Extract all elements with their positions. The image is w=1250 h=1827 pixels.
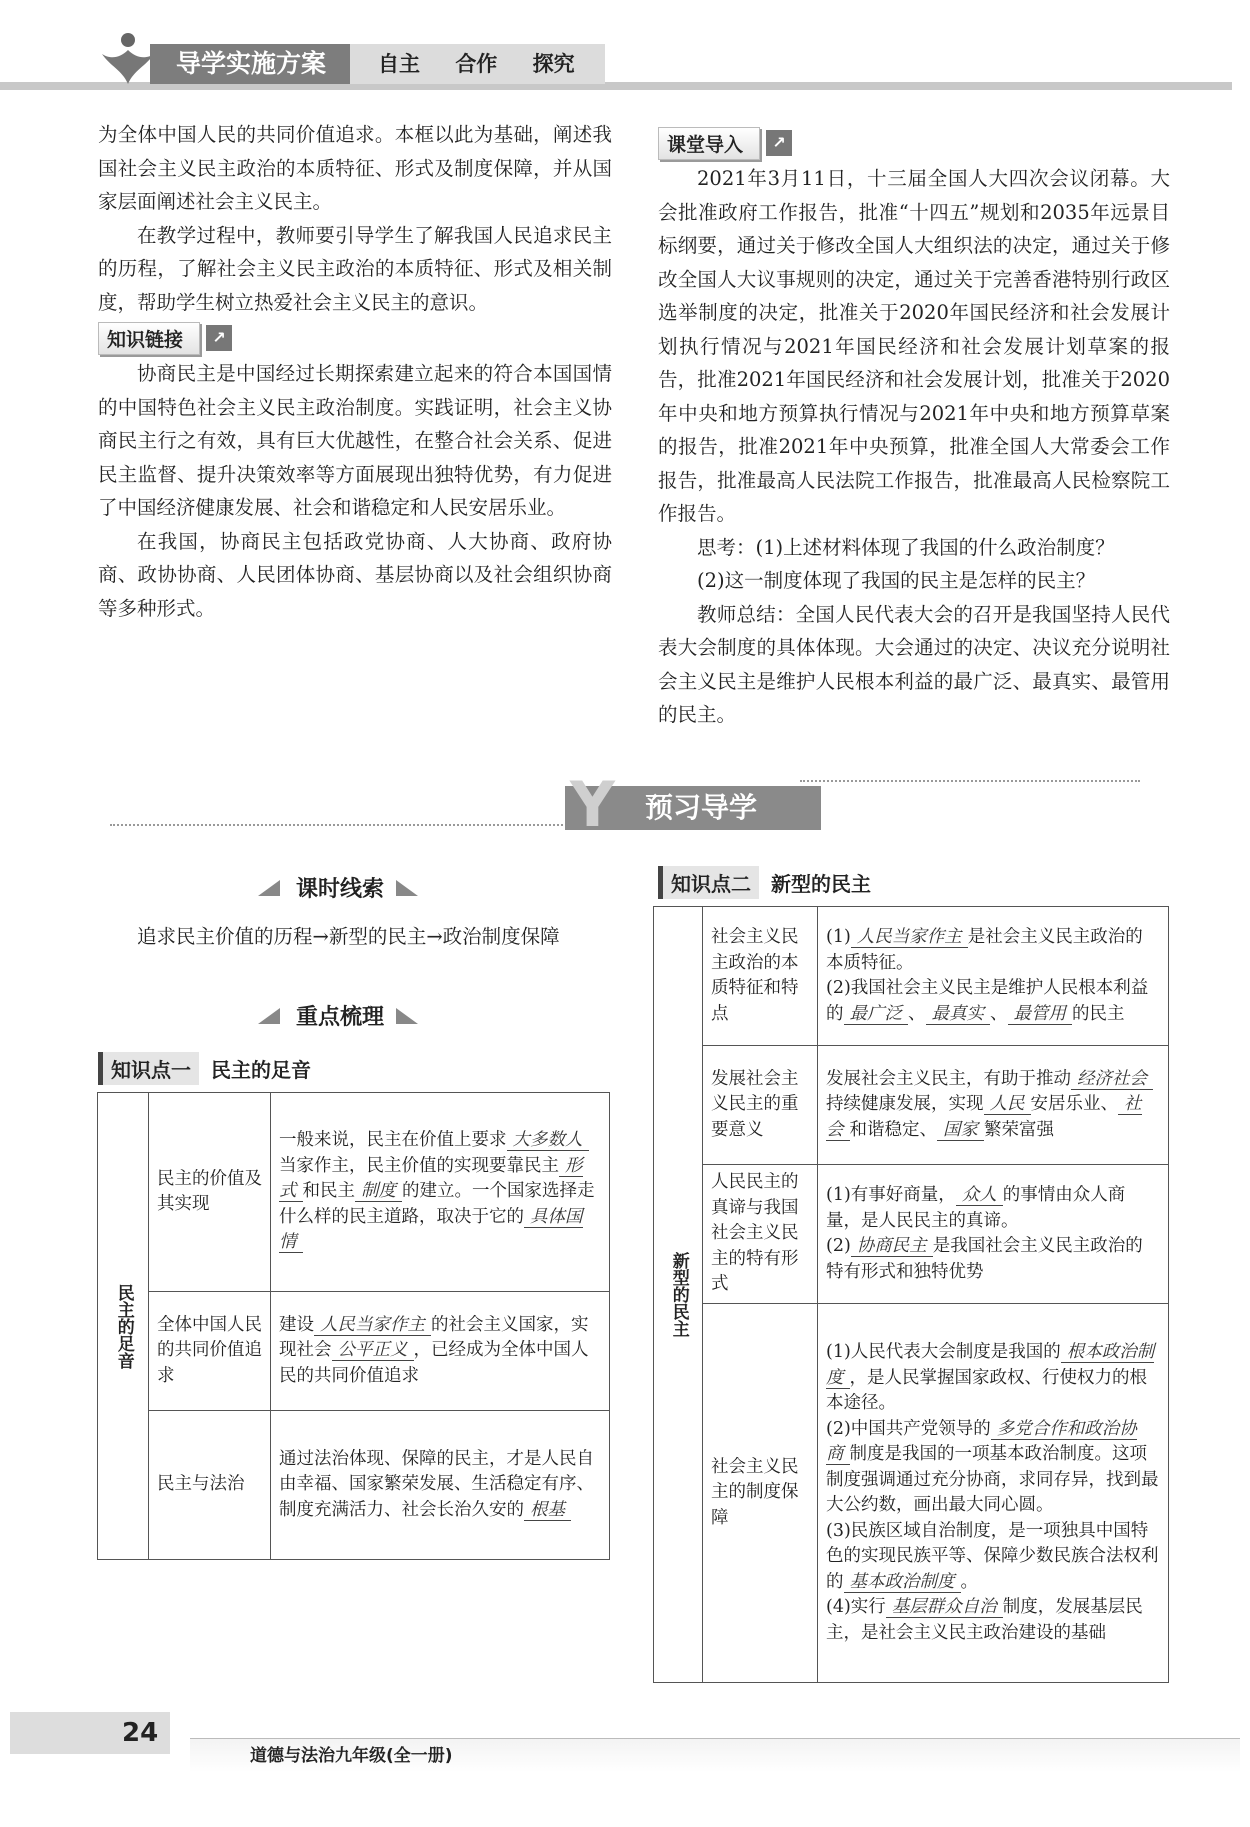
banner-title: 预习导学 <box>565 786 821 830</box>
intro-paragraph: 为全体中国人民的共同价值追求。本框以此为基础，阐述我国社会主义民主政治的本质特征、形式及制度保障，并从国家层面阐述社会主义民主。 <box>98 123 612 213</box>
kp2-vertical-label: 新型的民主 <box>654 907 703 1683</box>
arrow-icon: ↗ <box>206 325 232 351</box>
knowledge-point-1: 知识点一 民主的足音 <box>98 1052 311 1085</box>
preview-banner <box>110 768 1150 841</box>
section-heading: 重点梳理 <box>258 1000 418 1031</box>
link-paragraph: 在我国，协商民主包括政党协商、人大协商、政府协商、政协协商、人民团体协商、基层协商以及社会组织协商等多种形式。 <box>98 529 612 620</box>
divider <box>800 780 1140 782</box>
page-header <box>0 38 1250 98</box>
kp1-table <box>97 1092 610 1560</box>
knowledge-link-tag: 知识链接 ↗ <box>98 321 232 355</box>
row-heading: 社会主义民主的制度保障 <box>703 1304 818 1683</box>
header-title: 导学实施方案 <box>150 44 350 84</box>
intro-material: 2021年3月11日，十三届全国人大四次会议闭幕。大会批准政府工作报告，批准“十四五”规划和2035年远景目标纲要，通过关于修改全国人大组织法的决定，通过关于修改全国人大议事规则的决定，通过关于完善香港特别行政区选举制度的决定，批准关于2020年国民经济和社会发展计划执行情况与2021年国民经济和社会发展计划草案的报告，批准2021年国民经济和社会发展计划，批准关于2020年中央和地方预算执行情况与2021年中央和地方预算草案的报告，批准2021年中央预算，批准全国人大常委会工作报告，批准最高人民法院工作报告，批准最高人民检察院工作报告。 <box>658 167 1170 525</box>
page-number: 24 <box>10 1712 170 1754</box>
arrow-icon: ↗ <box>766 130 792 156</box>
row-content: (1)有事好商量， 众人 的事情由众人商量，是人民民主的真谛。 (2) 协商民主 是我国社会主义民主政治的特有形式和独特优势 <box>818 1165 1169 1304</box>
row-content: (1)人民代表大会制度是我国的 根本政治制度 ，是人民掌握国家政权、行使权力的根本途径。 (2)中国共产党领导的 多党合作和政治协商 制度是我国的一项基本政治制度。这项制度强调通过充分协商，求同存异，找到最大公约数，画出最大同心圆。 (3)民族区域自治制度，是一项独具中国特色的实现民族平等、保障少数民族合法权利的 基本政治制度 。 (4)实行 基层群众自治 制度，发展基层民主，是社会主义民主政治建设的基础 <box>818 1304 1169 1683</box>
header-tab: 合作 <box>455 52 498 76</box>
row-content: 通过法治体现、保障的民主，才是人民自由幸福、国家繁荣发展、生活稳定有序、制度充满活力、社会长治久安的 根基 <box>271 1411 610 1560</box>
row-content: 发展社会主义民主，有助于推动 经济社会持续健康发展，实现 人民 安居乐业、 社会 和谐稳定、 国家 繁荣富强 <box>818 1046 1169 1165</box>
kp2-table <box>653 906 1169 1683</box>
page-footer <box>10 1708 1240 1768</box>
link-paragraph: 协商民主是中国经过长期探索建立起来的符合本国国情的中国特色社会主义民主政治制度。实践证明，社会主义协商民主行之有效，具有巨大优越性，在整合社会关系、促进民主监督、提升决策效率等方面展现出独特优势，有力促进了中国经济健康发展、社会和谐稳定和人民安居乐业。 <box>98 362 612 519</box>
row-heading: 民主与法治 <box>149 1411 271 1560</box>
banner-letter: Y <box>570 768 615 841</box>
leaf-logo-icon <box>98 30 158 86</box>
row-content: 一般来说，民主在价值上要求 大多数人当家作主，民主价值的实现要靠民主 形式 和民主 制度 的建立。一个国家选择走什么样的民主道路，取决于它的 具体国情 <box>271 1093 610 1292</box>
header-tab: 探究 <box>532 52 575 76</box>
teacher-summary: 教师总结：全国人民代表大会的召开是我国坚持人民代表大会制度的具体体现。大会通过的决定、决议充分说明社会主义民主是维护人民根本利益的最广泛、最真实、最管用的民主。 <box>658 602 1170 726</box>
header-tabs <box>350 44 605 84</box>
book-title: 道德与法治九年级(全一册) <box>190 1738 1240 1772</box>
class-intro-tag: 课堂导入 ↗ <box>658 126 792 160</box>
question-1: 思考：(1)上述材料体现了我国的什么政治制度？ <box>697 535 1115 559</box>
right-column <box>658 124 1170 732</box>
intro-paragraph: 在教学过程中，教师要引导学生了解我国人民追求民主的历程，了解社会主义民主政治的本质特征、形式及相关制度，帮助学生树立热爱社会主义民主的意识。 <box>98 223 612 314</box>
knowledge-point-2: 知识点二 新型的民主 <box>658 866 871 899</box>
kp1-vertical-label: 民主的足音 <box>98 1093 149 1560</box>
row-heading: 发展社会主义民主的重要意义 <box>703 1046 818 1165</box>
clue-text: 追求民主价值的历程→新型的民主→政治制度保障 <box>137 925 560 948</box>
row-content: 建设 人民当家作主 的社会主义国家，实现社会 公平正义 ，已经成为全体中国人民的共同价值追求 <box>271 1292 610 1411</box>
row-heading: 社会主义民主政治的本质特征和特点 <box>703 907 818 1046</box>
row-content: (1) 人民当家作主 是社会主义民主政治的本质特征。 (2)我国社会主义民主是维护人民根本利益的 最广泛 、 最真实 、 最管用 的民主 <box>818 907 1169 1046</box>
divider <box>110 824 610 826</box>
section-heading: 课时线索 <box>258 872 418 903</box>
question-2: (2)这一制度体现了我国的民主是怎样的民主？ <box>697 569 1096 592</box>
header-tab: 自主 <box>378 52 420 76</box>
left-column <box>98 118 612 625</box>
row-heading: 人民民主的真谛与我国社会主义民主的特有形式 <box>703 1165 818 1304</box>
row-heading: 全体中国人民的共同价值追求 <box>149 1292 271 1411</box>
row-heading: 民主的价值及其实现 <box>149 1093 271 1292</box>
clue-text-wrap <box>98 920 628 954</box>
